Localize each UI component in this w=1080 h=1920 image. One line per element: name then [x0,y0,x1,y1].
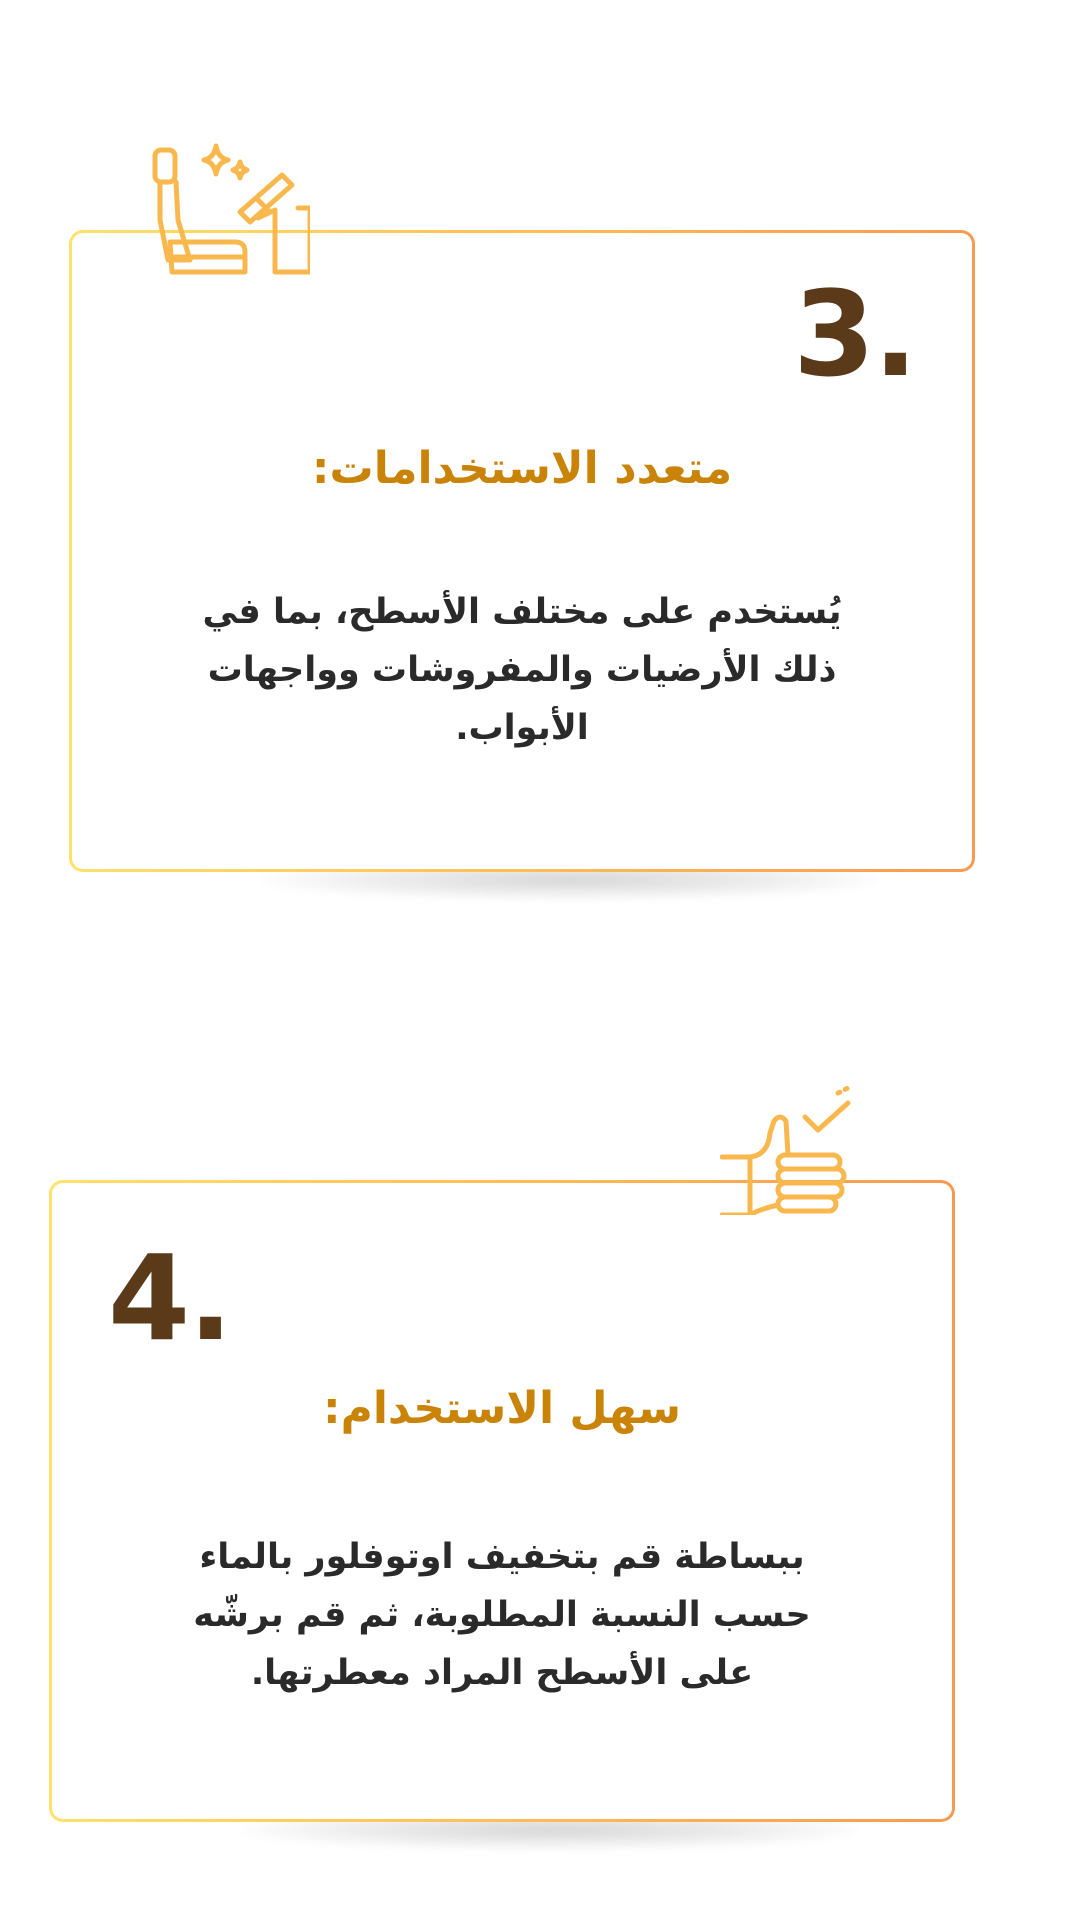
thumbs-up-check-icon [720,1085,860,1215]
card-title: متعدد الاستخدامات: [311,443,733,494]
card-description: ببساطة قم بتخفيف اوتوفلور بالماء حسب النسبة المطلوبة، ثم قم برشّه على الأسطح المراد معطرتها. [193,1537,811,1693]
card-number: 3. [793,265,916,403]
car-seat-cleaning-icon [150,140,310,280]
feature-card-easy-use [49,1180,955,1822]
card-description: يُستخدم على مختلف الأسطح، بما في ذلك الأرضيات والمفروشات وواجهات الأبواب. [202,592,842,748]
card-number: 4. [108,1229,231,1367]
card-title: سهل الاستخدام: [322,1383,682,1434]
feature-card-multi-use [69,230,975,872]
